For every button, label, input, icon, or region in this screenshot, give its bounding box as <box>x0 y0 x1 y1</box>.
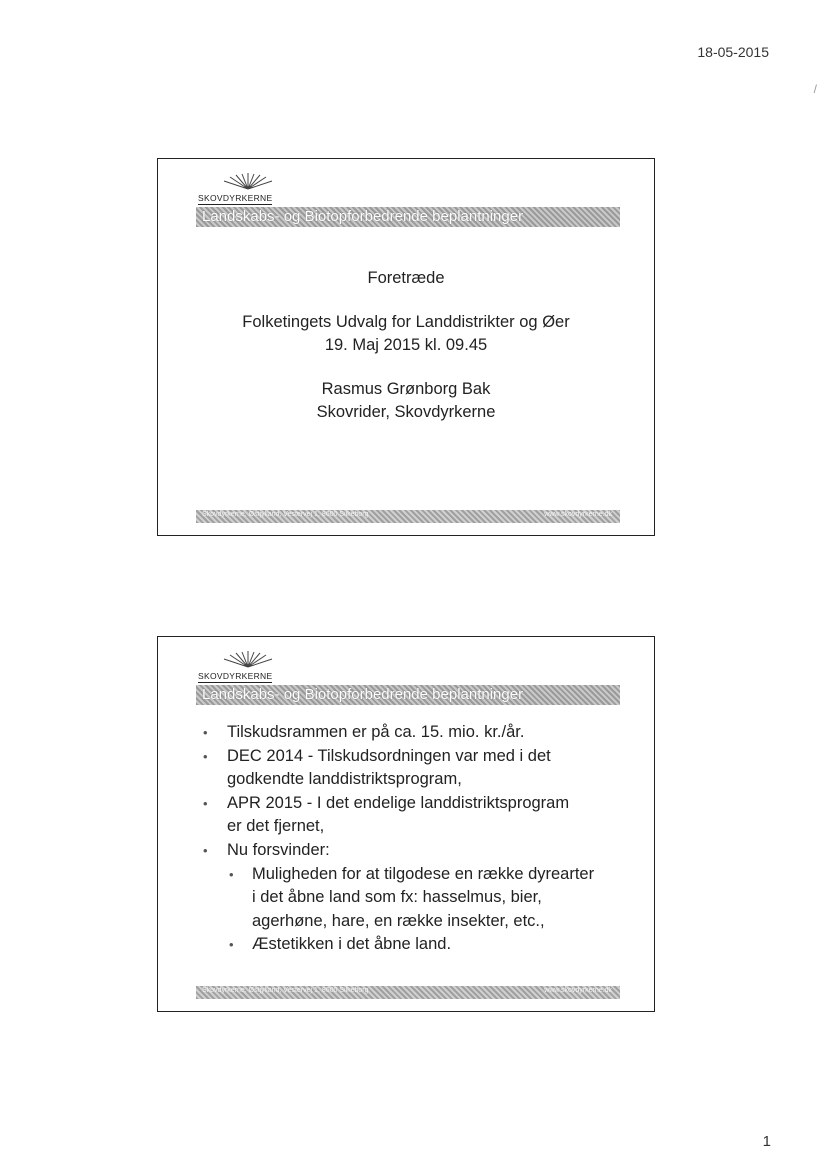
bullet-text: Tilskudsrammen er på ca. 15. mio. kr./år. <box>227 723 525 741</box>
footer-address: Skovdyrkerne, Østjylland, Vestervej 1, 8600 Silkeborg <box>202 987 369 994</box>
bullet-text-line: er det fjernet, <box>227 817 325 836</box>
slide-banner <box>196 685 620 705</box>
bullet-text-line: godkendte landdistriktsprogram, <box>227 770 462 789</box>
slide-banner <box>196 207 620 227</box>
bullet-text-line: APR 2015 - I det endelige landdistriktsprogram <box>227 793 570 812</box>
page-date: 18-05-2015 <box>697 44 769 60</box>
slide-1-content <box>158 267 654 424</box>
slide-footer <box>196 986 620 999</box>
bullet-text-line: DEC 2014 - Tilskudsordningen var med i det <box>227 746 551 765</box>
bullet-text-line: agerhøne, hare, en række insekter, etc., <box>252 911 545 930</box>
sub-bullet-item <box>200 933 624 957</box>
slide-1 <box>157 158 655 536</box>
bullet-dot-icon: • <box>203 748 208 764</box>
meeting-datetime: 19. Maj 2015 kl. 09.45 <box>324 336 488 354</box>
bullet-text: Nu forsvinder: <box>227 840 330 859</box>
slide-2 <box>157 636 655 1012</box>
committee-name: Folketingets Udvalg for Landdistrikter og Øer <box>242 313 570 331</box>
footer-website: www.skovdyrkerne.dk <box>544 987 612 994</box>
banner-title: Landskabs- og Biotopforbedrende beplantninger <box>202 686 524 703</box>
bullet-text-line: i det åbne land som fx: hasselmus, bier, <box>252 888 542 907</box>
bullet-dot-icon: • <box>203 725 208 740</box>
page-number: 1 <box>762 1133 771 1150</box>
tree-crown-icon <box>220 173 276 191</box>
bullet-text-line: Muligheden for at tilgodese en række dyrearter <box>252 864 595 883</box>
skovdyrkerne-logo <box>198 651 298 689</box>
margin-mark: / <box>813 82 817 96</box>
footer-address: Skovdyrkerne, Østjylland, Vestervej 1, 8600 Silkeborg <box>202 511 369 518</box>
bullet-list <box>200 721 624 957</box>
speaker-name: Rasmus Grønborg Bak <box>321 380 491 398</box>
slide-title: Foretræde <box>367 269 445 287</box>
sub-bullet-item <box>200 863 624 934</box>
bullet-dot-icon: • <box>229 937 234 953</box>
bullet-dot-icon: • <box>229 866 234 882</box>
logo-text: SKOVDYRKERNE <box>198 671 273 681</box>
tree-crown-icon <box>220 651 276 669</box>
bullet-dot-icon: • <box>203 842 208 858</box>
bullet-item <box>200 792 624 839</box>
bullet-item <box>200 745 624 792</box>
logo-text: SKOVDYRKERNE <box>198 193 273 203</box>
speaker-role: Skovrider, Skovdyrkerne <box>316 403 496 421</box>
skovdyrkerne-logo <box>198 173 298 211</box>
slide-footer <box>196 510 620 523</box>
banner-title: Landskabs- og Biotopforbedrende beplantninger <box>202 208 524 225</box>
bullet-text: Æstetikken i det åbne land. <box>252 935 452 954</box>
footer-website: www.skovdyrkerne.dk <box>544 511 612 518</box>
bullet-item <box>200 721 624 745</box>
bullet-dot-icon: • <box>203 795 208 811</box>
bullet-item <box>200 839 624 863</box>
